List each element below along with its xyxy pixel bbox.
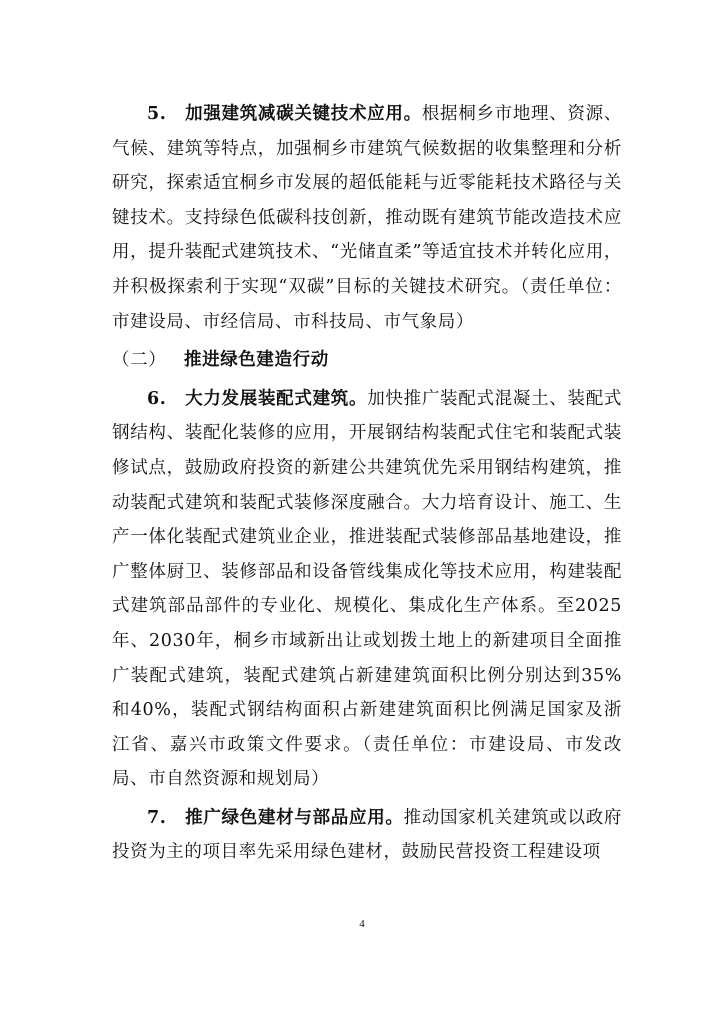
section-heading-2-title: 推进绿色建造行动	[184, 350, 329, 371]
paragraph-7-lead: 推广绿色建材与部品应用。	[185, 807, 404, 828]
paragraph-7-number: 7.	[147, 807, 167, 828]
page-number: 4	[359, 918, 365, 930]
paragraph-6	[112, 382, 622, 797]
paragraph-6-number: 6.	[147, 388, 167, 409]
section-heading-2-number: （二）	[112, 350, 167, 371]
paragraph-5-number: 5.	[147, 104, 167, 124]
paragraph-6-body: 加快推广装配式混凝土、装配式钢结构、装配化装修的应用，开展钢结构装配式住宅和装配式装修试点，鼓励政府投资的新建公共建筑优先采用钢结构建筑，推动装配式建筑和装配式装修深度融合。大力培育设计、施工、生产一体化装配式建筑业企业，推进装配式装修部品基地建设，推广整体厨卫、装修部品和设备管线集成化等技术应用，构建装配式建筑部品部件的专业化、规模化、集成化生产体系。至2025年、2030年，桐乡市域新出让或划拨土地上的新建项目全面推广装配式建筑，装配式建筑占新建建筑面积比例分别达到35%和40%，装配式钢结构面积占新建建筑面积比例满足国家及浙江省、嘉兴市政策文件要求。（责任单位：市建设局、市发改局、市自然资源和规划局）	[112, 388, 623, 790]
document-page	[112, 97, 622, 870]
paragraph-5-lead: 加强建筑减碳关键技术应用。	[185, 104, 422, 124]
paragraph-5	[112, 97, 622, 339]
paragraph-6-lead: 大力发展装配式建筑。	[185, 388, 368, 409]
paragraph-7-body: 推动国家机关建筑或以政府投资为主的项目率先采用绿色建材，鼓励民营投资工程建设项	[112, 807, 622, 863]
section-heading-2	[112, 343, 622, 378]
paragraph-5-body: 根据桐乡市地理、资源、气候、建筑等特点，加强桐乡市建筑气候数据的收集整理和分析研究，探索适宜桐乡市发展的超低能耗与近零能耗技术路径与关键技术。支持绿色低碳科技创新，推动既有建筑节能改造技术应用，提升装配式建筑技术、“光储直柔”等适宜技术并转化应用，并积极探索利于实现“双碳”目标的关键技术研究。（责任单位：市建设局、市经信局、市科技局、市气象局）	[112, 104, 622, 332]
paragraph-7	[112, 801, 622, 870]
